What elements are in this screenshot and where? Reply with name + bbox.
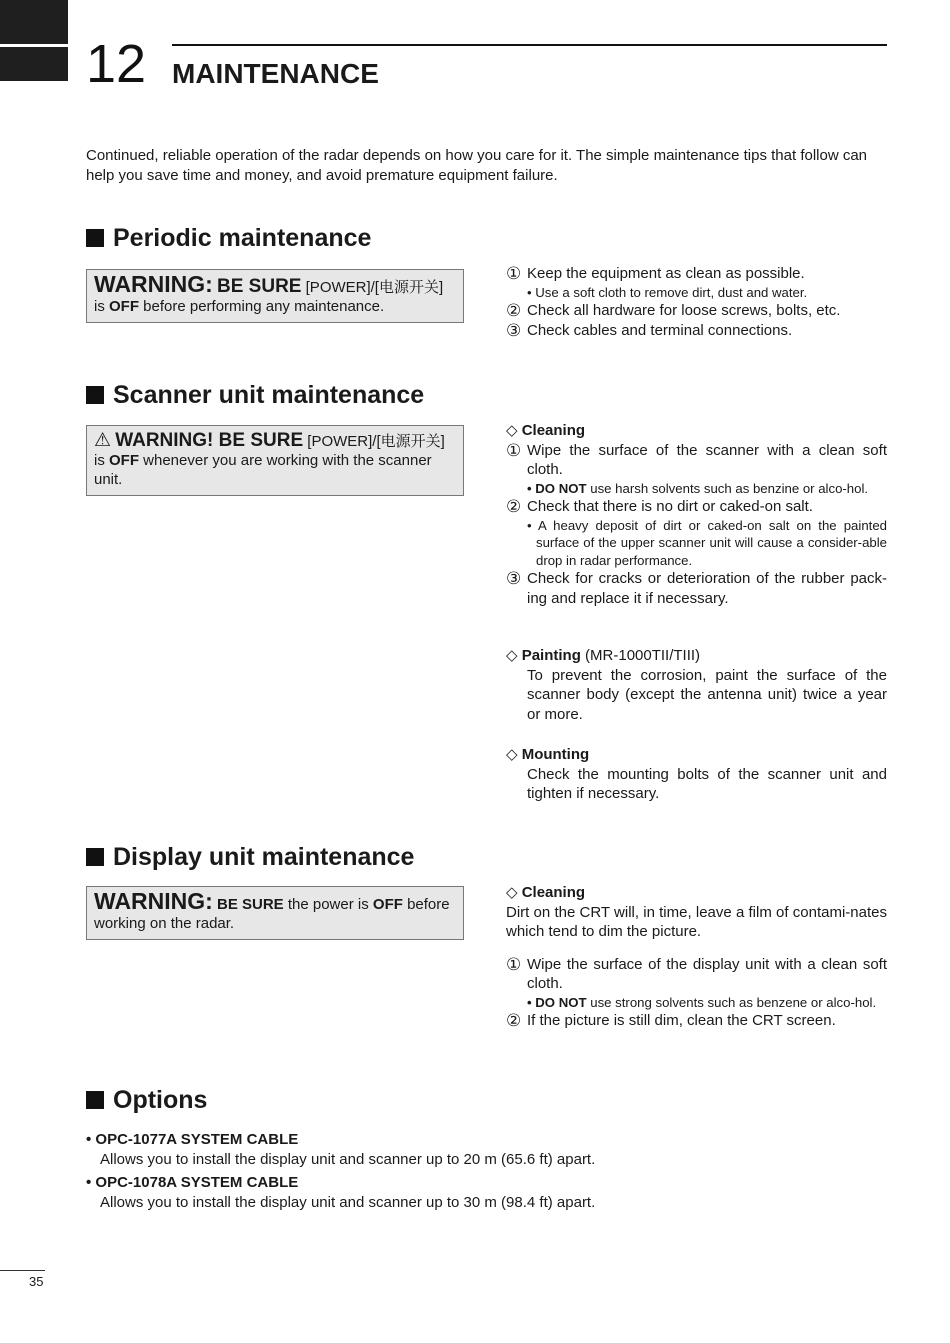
cleaning-intro: Dirt on the CRT will, in time, leave a film of contami-nates which tend to dim the picture.	[506, 903, 887, 940]
painting-subheading: ◇ Painting (MR-1000TII/TIII)	[506, 647, 701, 664]
be-sure-text: BE SURE	[217, 896, 284, 913]
display-heading: Display unit maintenance	[86, 842, 414, 872]
intro-paragraph: Continued, reliable operation of the radar depends on how you care for it. The simple maintenance tips that follow can help you save time and money, and avoid premature equipment failure.	[86, 147, 868, 184]
display-cleaning	[506, 883, 887, 1031]
list-item: ② Check that there is no dirt or caked-on salt.	[506, 497, 813, 516]
square-bullet-icon	[86, 1091, 104, 1109]
page-number-rule	[0, 1270, 45, 1271]
cleaning-subheading: ◇ Cleaning	[506, 422, 586, 439]
options-list	[86, 1130, 886, 1213]
list-item: ① Wipe the surface of the scanner with a clean soft cloth.	[506, 440, 887, 478]
scanner-warning-box: ⚠ WARNING! BE SURE [POWER]/[电源开关] is OFF whenever you are working with the scanner unit.	[86, 425, 464, 496]
mounting-text: Check the mounting bolts of the scanner unit and tighten if necessary.	[527, 765, 887, 802]
chapter-title: MAINTENANCE	[172, 58, 379, 89]
chapter-tab-block-top	[0, 0, 68, 44]
chapter-tab-block-bottom	[0, 47, 68, 81]
list-item: ① Wipe the surface of the display unit with a clean soft cloth.	[506, 954, 887, 992]
option-description: Allows you to install the display unit and scanner up to 20 m (65.6 ft) apart.	[100, 1151, 596, 1168]
periodic-warning-box: WARNING: BE SURE [POWER]/[电源开关] is OFF before performing any maintenance.	[86, 269, 464, 323]
list-item: ② If the picture is still dim, clean the CRT screen.	[506, 1011, 836, 1030]
list-bullet: • DO NOT use harsh solvents such as benzine or alco-hol.	[527, 480, 869, 496]
warning-label: WARNING:	[94, 271, 213, 297]
warning-triangle-icon: ⚠	[94, 430, 112, 451]
scanner-painting	[506, 646, 887, 724]
power-key-text: [POWER]/[电源开关]	[307, 433, 445, 450]
display-warning-box: WARNING: BE SURE the power is OFF before working on the radar.	[86, 886, 464, 940]
painting-text: To prevent the corrosion, paint the surface of the scanner body (except the antenna unit) twice a year or more.	[527, 666, 887, 723]
periodic-list	[506, 264, 887, 340]
option-name: • OPC-1078A SYSTEM CABLE	[86, 1174, 299, 1191]
warning-label: WARNING:	[94, 888, 213, 914]
scanner-mounting	[506, 745, 887, 804]
cleaning-subheading: ◇ Cleaning	[506, 884, 586, 901]
page-number: 35	[29, 1274, 44, 1289]
chapter-rule	[172, 44, 887, 46]
chapter-number: 12	[86, 34, 147, 94]
scanner-heading: Scanner unit maintenance	[86, 380, 424, 410]
warning-label: WARNING! BE SURE	[115, 430, 304, 451]
square-bullet-icon	[86, 229, 104, 247]
list-bullet: • Use a soft cloth to remove dirt, dust and water.	[527, 284, 808, 300]
square-bullet-icon	[86, 848, 104, 866]
options-heading: Options	[86, 1085, 207, 1115]
power-key-text: [POWER]/[电源开关]	[305, 279, 444, 296]
list-bullet: • DO NOT use strong solvents such as benzene or alco-hol.	[527, 994, 877, 1010]
option-name: • OPC-1077A SYSTEM CABLE	[86, 1131, 299, 1148]
mounting-subheading: ◇ Mounting	[506, 746, 590, 763]
scanner-cleaning	[506, 421, 887, 608]
square-bullet-icon	[86, 386, 104, 404]
option-description: Allows you to install the display unit and scanner up to 30 m (98.4 ft) apart.	[100, 1194, 596, 1211]
list-bullet: • A heavy deposit of dirt or caked-on salt on the painted surface of the upper scanner unit will cause a consider-able drop in radar performance.	[527, 517, 887, 568]
list-item: ③ Check cables and terminal connections.	[506, 320, 793, 340]
be-sure-text: BE SURE	[217, 276, 302, 297]
list-item: ① Keep the equipment as clean as possible.	[506, 264, 805, 283]
list-item: ② Check all hardware for loose screws, bolts, etc.	[506, 301, 841, 320]
periodic-heading: Periodic maintenance	[86, 223, 371, 253]
list-item: ③ Check for cracks or deterioration of the rubber pack-ing and replace it if necessary.	[506, 569, 887, 607]
